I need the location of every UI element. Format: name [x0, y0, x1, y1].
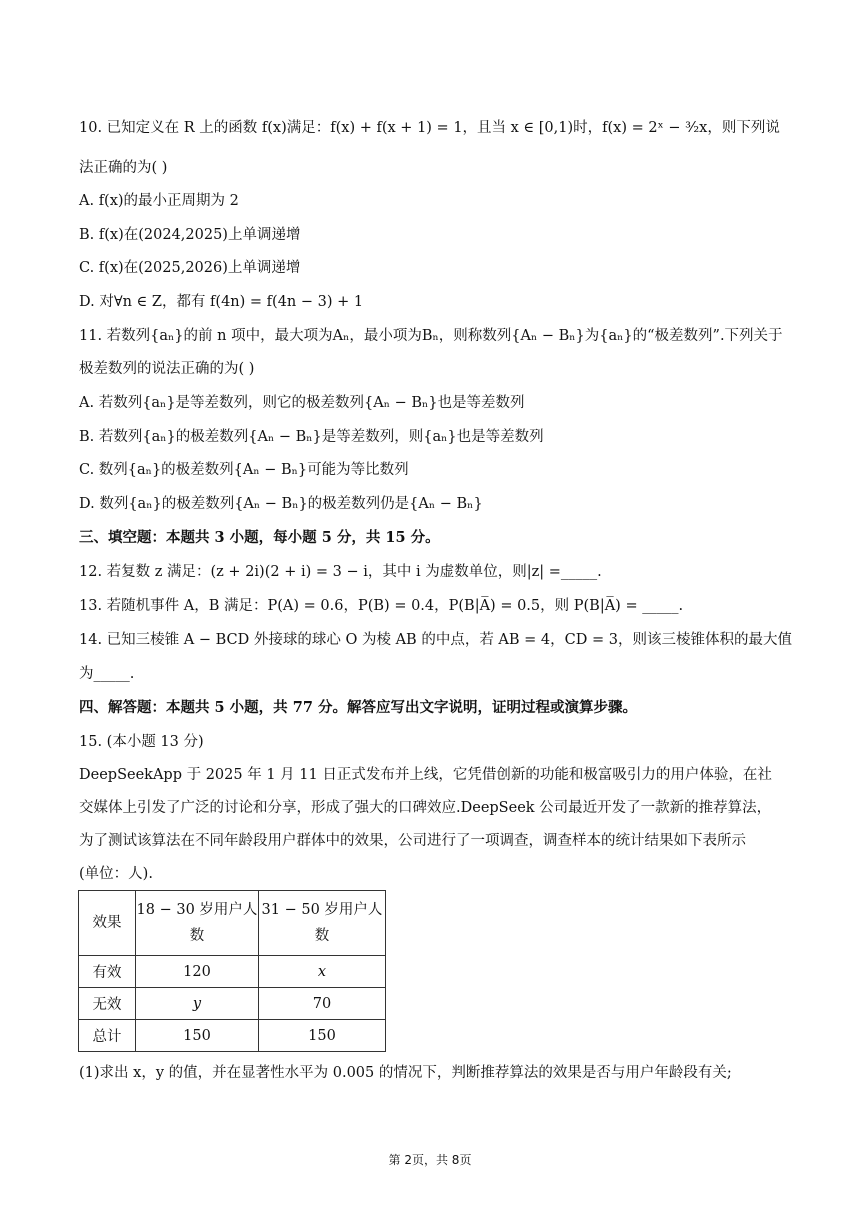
q10-stem-line1: 10. 已知定义在 R 上的函数 f(x)满足：f(x) + f(x + 1) = 1，且当 x ∈ [0,1)时，f(x) = 2ˣ − ³⁄₂x，则下列说	[79, 120, 780, 136]
table-cell: 无效	[79, 988, 136, 1020]
table-cell: 70	[259, 988, 386, 1020]
table-cell: x	[259, 956, 386, 988]
q14-line1: 14. 已知三棱锥 A − BCD 外接球的球心 O 为棱 AB 的中点，若 AB = 4，CD = 3，则该三棱锥体积的最大值	[79, 632, 792, 648]
section-4-heading: 四、解答题：本题共 5 小题，共 77 分。解答应写出文字说明，证明过程或演算步骤。	[79, 699, 637, 716]
table-row	[79, 1020, 386, 1052]
table-cell: 120	[136, 956, 259, 988]
table-cell: 150	[259, 1020, 386, 1052]
q11-option-d: D. 数列{aₙ}的极差数列{Aₙ − Bₙ}的极差数列仍是{Aₙ − Bₙ}	[79, 496, 483, 512]
table-header-cell: 效果	[79, 891, 136, 956]
q10-stem-line2: 法正确的为( )	[79, 160, 168, 176]
q10-option-d: D. 对∀n ∈ Z，都有 f(4n) = f(4n − 3) + 1	[79, 294, 364, 310]
table-header-cell: 18 − 30 岁用户人 数	[136, 891, 259, 956]
q11-option-a: A. 若数列{aₙ}是等差数列，则它的极差数列{Aₙ − Bₙ}也是等差数列	[79, 395, 525, 411]
q13: 13. 若随机事件 A，B 满足：P(A) = 0.6，P(B) = 0.4，P(B|A̅) = 0.5，则 P(B|A̅) = _____.	[79, 598, 684, 614]
q11-option-c: C. 数列{aₙ}的极差数列{Aₙ − Bₙ}可能为等比数列	[79, 462, 409, 478]
q15-paragraph-line2: 交媒体上引发了广泛的讨论和分享，形成了强大的口碑效应.DeepSeek 公司最近开发了一款新的推荐算法，	[79, 800, 772, 816]
table-header-row	[79, 891, 386, 956]
table-cell: 总计	[79, 1020, 136, 1052]
table-header-cell: 31 − 50 岁用户人 数	[259, 891, 386, 956]
table-cell: 有效	[79, 956, 136, 988]
q15-paragraph-line3: 为了测试该算法在不同年龄段用户群体中的效果，公司进行了一项调查，调查样本的统计结果如下表所示	[79, 833, 746, 849]
q12: 12. 若复数 z 满足：(z + 2i)(2 + i) = 3 − i，其中 i 为虚数单位，则|z| =_____.	[79, 564, 602, 580]
q11-stem-line2: 极差数列的说法正确的为( )	[79, 361, 255, 377]
table-cell: 150	[136, 1020, 259, 1052]
q10-option-a: A. f(x)的最小正周期为 2	[79, 193, 239, 209]
q10-option-c: C. f(x)在(2025,2026)上单调递增	[79, 260, 301, 276]
table-row	[79, 956, 386, 988]
q15-paragraph-line4: (单位：人).	[79, 866, 153, 882]
q14-line2: 为_____.	[79, 666, 135, 682]
q10-option-b: B. f(x)在(2024,2025)上单调递增	[79, 227, 301, 243]
q15-paragraph-line1: DeepSeekApp 于 2025 年 1 月 11 日正式发布并上线，它凭借创新的功能和极富吸引力的用户体验，在社	[79, 767, 772, 783]
table-row	[79, 988, 386, 1020]
section-3-heading: 三、填空题：本题共 3 小题，每小题 5 分，共 15 分。	[79, 529, 440, 546]
q15-subquestion-1: (1)求出 x，y 的值，并在显著性水平为 0.005 的情况下，判断推荐算法的效果是否与用户年龄段有关;	[79, 1065, 732, 1081]
table-cell: y	[136, 988, 259, 1020]
q11-option-b: B. 若数列{aₙ}的极差数列{Aₙ − Bₙ}是等差数列，则{aₙ}也是等差数列	[79, 429, 544, 445]
q11-stem-line1: 11. 若数列{aₙ}的前 n 项中，最大项为Aₙ，最小项为Bₙ，则称数列{Aₙ − Bₙ}为{aₙ}的“极差数列”.下列关于	[79, 328, 783, 344]
q15-heading: 15. (本小题 13 分)	[79, 734, 204, 750]
q15-survey-table	[78, 890, 386, 1052]
page-footer: 第 2页，共 8页	[388, 1153, 472, 1167]
